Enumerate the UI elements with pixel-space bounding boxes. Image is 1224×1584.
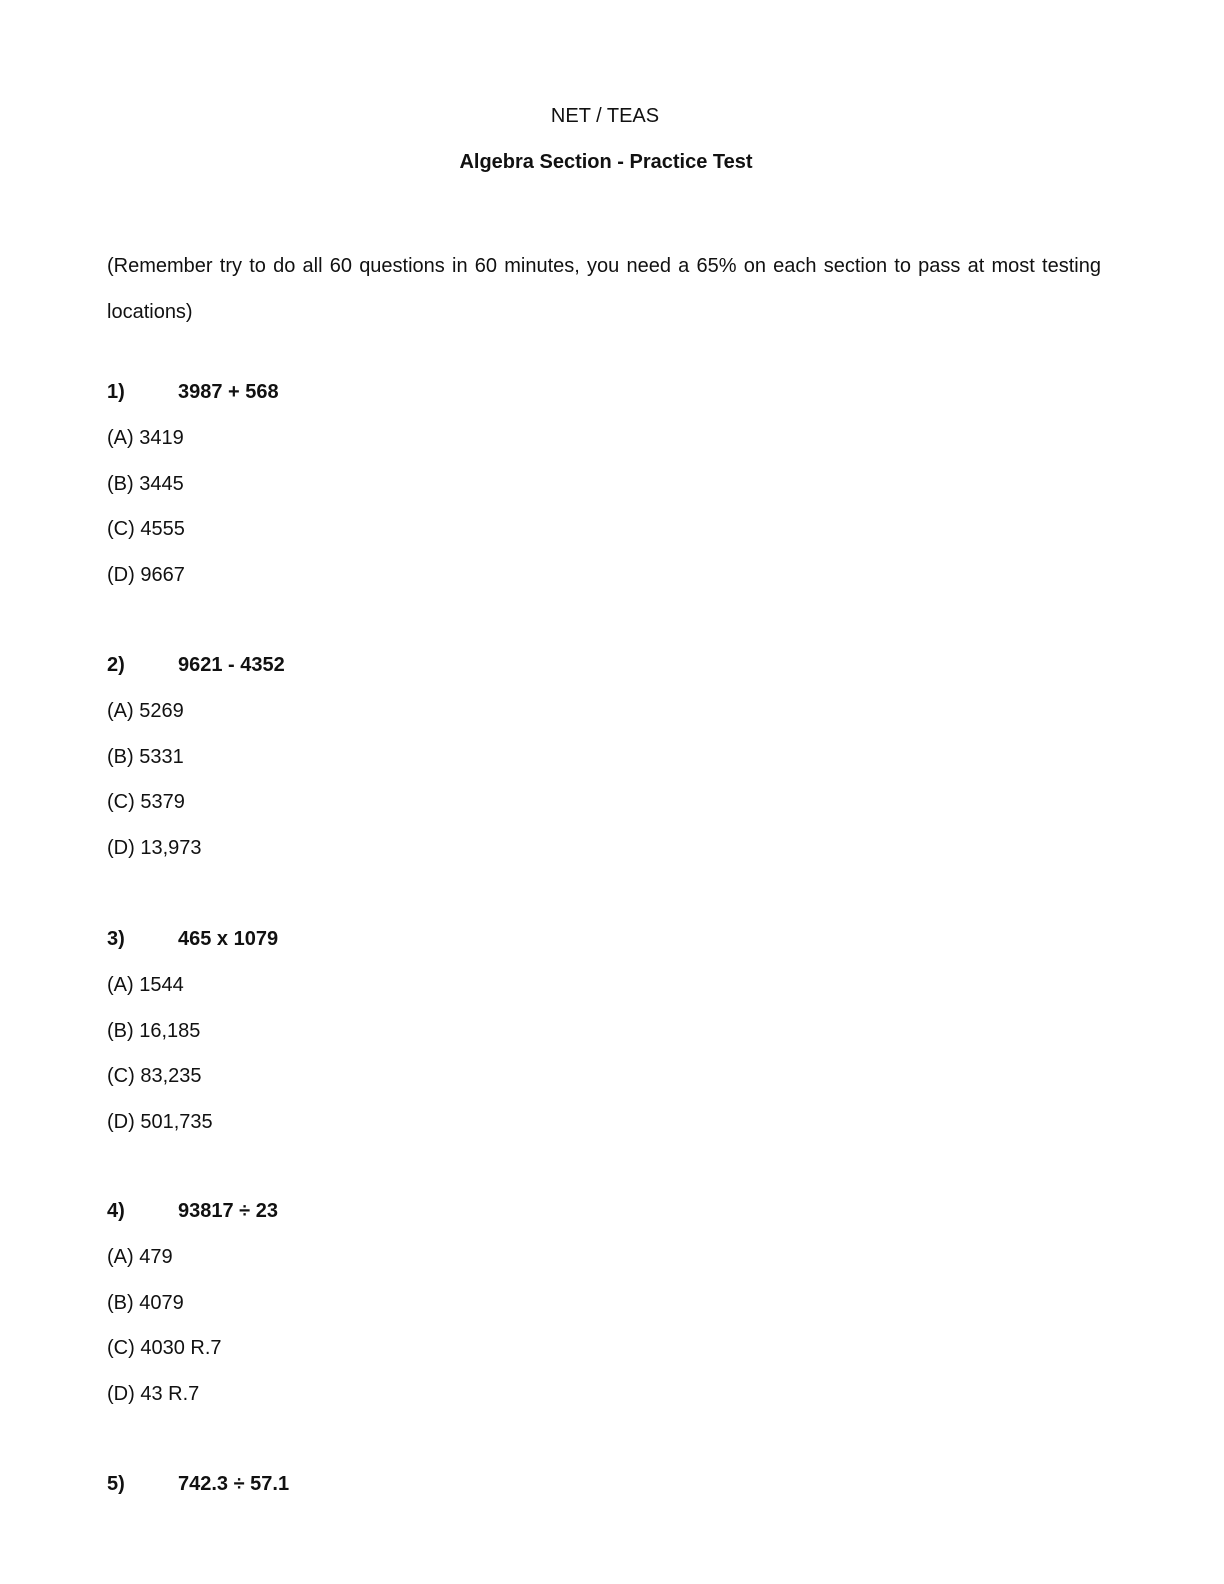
option-a: (A) 3419: [107, 427, 184, 449]
option-d: (D) 501,735: [107, 1110, 213, 1133]
question-number: 5): [107, 1473, 125, 1495]
question-expression: 9621 - 4352: [178, 654, 285, 676]
question-number: 2): [107, 654, 125, 676]
question-header: [107, 1199, 1007, 1245]
option-c: (C) 4555: [107, 518, 185, 540]
question-5: [107, 1472, 1007, 1518]
question-4: [107, 1199, 1007, 1427]
question-number: 4): [107, 1200, 125, 1222]
question-2: [107, 653, 1007, 881]
option-d: (D) 43 R.7: [107, 1382, 200, 1405]
option-b: (B) 16,185: [107, 1019, 201, 1042]
question-header: [107, 1472, 1007, 1518]
option-d: (D) 9667: [107, 563, 185, 586]
option-a: (A) 5269: [107, 700, 184, 722]
document-subtitle: Algebra Section - Practice Test: [459, 151, 753, 173]
question-expression: 465 x 1079: [178, 928, 279, 950]
question-number: 1): [107, 381, 125, 403]
question-header: [107, 927, 1007, 973]
question-expression: 3987 + 568: [178, 381, 279, 403]
option-c: (C) 83,235: [107, 1065, 202, 1087]
document-title: NET / TEAS: [550, 105, 660, 127]
question-number: 3): [107, 928, 125, 950]
option-b: (B) 4079: [107, 1291, 184, 1314]
option-a: (A) 1544: [107, 974, 184, 996]
option-a: (A) 479: [107, 1246, 173, 1268]
question-expression: 93817 ÷ 23: [178, 1200, 278, 1222]
option-c: (C) 5379: [107, 791, 185, 813]
question-3: [107, 927, 1007, 1155]
question-header: [107, 653, 1007, 699]
question-1: [107, 380, 1007, 608]
option-b: (B) 3445: [107, 472, 184, 495]
intro-paragraph: (Remember try to do all 60 questions in 60 minutes, you need a 65% on each section to pass at most testing locations): [107, 255, 1101, 323]
option-c: (C) 4030 R.7: [107, 1337, 222, 1359]
option-b: (B) 5331: [107, 745, 184, 768]
option-d: (D) 13,973: [107, 836, 202, 859]
question-expression: 742.3 ÷ 57.1: [178, 1473, 290, 1495]
question-header: [107, 380, 1007, 426]
